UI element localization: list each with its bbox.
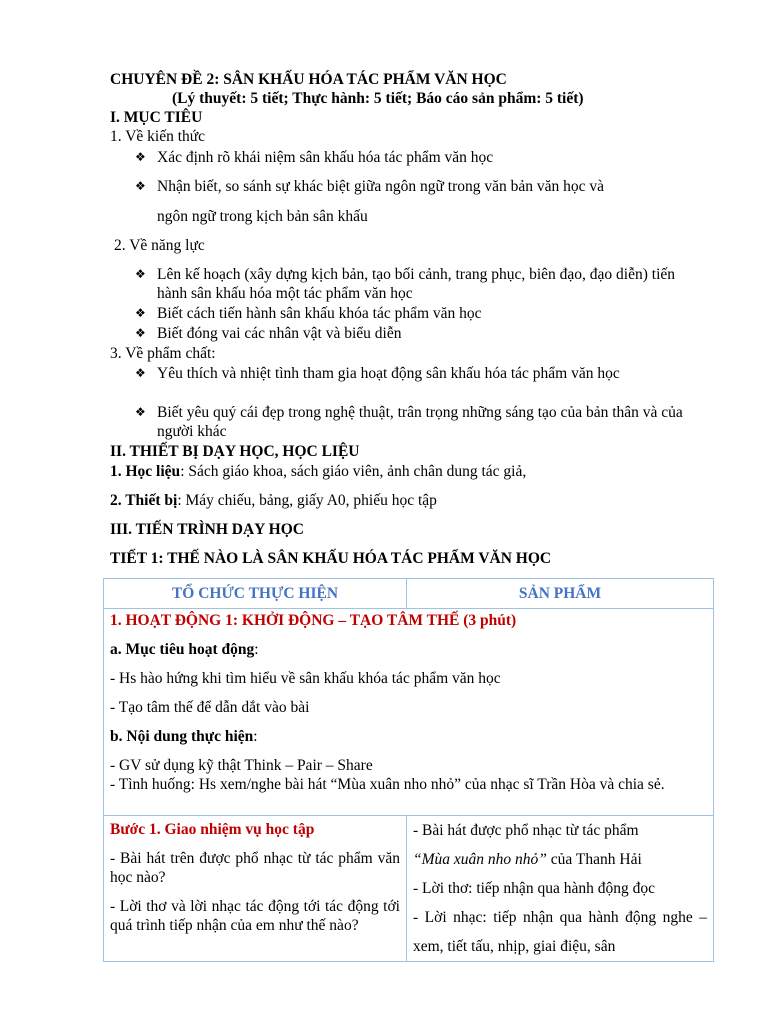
diamond-bullet-icon: ❖ bbox=[135, 405, 146, 419]
materials-line: 1. Học liệu: Sách giáo khoa, sách giáo viên, ảnh chân dung tác giả, bbox=[110, 463, 527, 480]
product-cell bbox=[407, 816, 714, 962]
product-line: - Lời nhạc: tiếp nhận qua hành động nghe – xem, tiết tấu, nhịp, giai điệu, sân bbox=[413, 909, 707, 955]
content-item: - Tình huống: Hs xem/nghe bài hát “Mùa xuân nho nhỏ” của nhạc sĩ Trần Hòa và chia sẻ. bbox=[110, 776, 665, 793]
section-1-heading: I. MỤC TIÊU bbox=[110, 109, 203, 126]
goal-item: - Hs hào hứng khi tìm hiểu về sân khấu khóa tác phẩm văn học bbox=[110, 670, 501, 687]
table-header-row bbox=[104, 579, 714, 609]
bullet-item: ❖ Yêu thích và nhiệt tình tham gia hoạt động sân khấu hóa tác phẩm văn học bbox=[135, 365, 620, 382]
bullet-item: ❖ Lên kế hoạch (xây dựng kịch bản, tạo bối cảnh, trang phục, biên đạo, đạo diễn) tiến hành sân khấu hóa một tác phẩm văn học bbox=[135, 266, 676, 302]
step-item: - Lời thơ và lời nhạc tác động tới tác động tới quá trình tiếp nhận của em như thế nào? bbox=[110, 898, 400, 934]
diamond-bullet-icon: ❖ bbox=[135, 150, 146, 164]
diamond-bullet-icon: ❖ bbox=[135, 179, 146, 193]
bullet-continuation: ngôn ngữ trong kịch bản sân khấu bbox=[157, 208, 368, 225]
goal-heading: a. Mục tiêu hoạt động: bbox=[110, 641, 259, 658]
header-organization: TỔ CHỨC THỰC HIỆN bbox=[104, 579, 407, 609]
step-cell bbox=[104, 816, 407, 962]
lesson-plan-table bbox=[103, 578, 714, 962]
document-subtitle: (Lý thuyết: 5 tiết; Thực hành: 5 tiết; Báo cáo sản phẩm: 5 tiết) bbox=[172, 90, 584, 107]
activity-cell bbox=[104, 609, 714, 816]
bullet-item: ❖ Biết cách tiến hành sân khấu khóa tác phẩm văn học bbox=[135, 305, 482, 322]
table-row bbox=[104, 816, 714, 962]
table-row bbox=[104, 609, 714, 816]
diamond-bullet-icon: ❖ bbox=[135, 326, 146, 340]
product-line: - Bài hát được phổ nhạc từ tác phẩm bbox=[413, 822, 639, 839]
bullet-item: ❖ Biết yêu quý cái đẹp trong nghệ thuật, trân trọng những sáng tạo của bản thân và của người khác bbox=[135, 404, 683, 440]
step-item: - Bài hát trên được phổ nhạc từ tác phẩm văn học nào? bbox=[110, 850, 400, 886]
subsection-qualities: 3. Về phẩm chất: bbox=[110, 345, 216, 362]
header-product: SẢN PHẨM bbox=[407, 579, 714, 609]
goal-item: - Tạo tâm thế để dẫn dắt vào bài bbox=[110, 699, 310, 716]
step-1-title: Bước 1. Giao nhiệm vụ học tập bbox=[110, 821, 315, 838]
bullet-item: ❖ Biết đóng vai các nhân vật và biểu diễn bbox=[135, 325, 402, 342]
diamond-bullet-icon: ❖ bbox=[135, 306, 146, 320]
bullet-item: ❖ Nhận biết, so sánh sự khác biệt giữa ngôn ngữ trong văn bản văn học và bbox=[135, 178, 605, 195]
content-item: - GV sử dụng kỹ thật Think – Pair – Share bbox=[110, 757, 373, 774]
subsection-knowledge: 1. Về kiến thức bbox=[110, 128, 206, 145]
product-line: - Lời thơ: tiếp nhận qua hành động đọc bbox=[413, 880, 655, 897]
section-3-heading: III. TIẾN TRÌNH DẠY HỌC bbox=[110, 521, 304, 538]
diamond-bullet-icon: ❖ bbox=[135, 267, 146, 281]
diamond-bullet-icon: ❖ bbox=[135, 366, 146, 380]
activity-title: 1. HOẠT ĐỘNG 1: KHỞI ĐỘNG – TẠO TÂM THẾ (3 phút) bbox=[110, 612, 517, 629]
bullet-item: ❖ Xác định rõ khái niệm sân khấu hóa tác phẩm văn học bbox=[135, 149, 494, 166]
subsection-competence: 2. Về năng lực bbox=[114, 237, 205, 254]
product-line: “Mùa xuân nho nhỏ” của Thanh Hải bbox=[413, 851, 642, 868]
equipment-line: 2. Thiết bị: Máy chiếu, bảng, giấy A0, phiếu học tập bbox=[110, 492, 437, 509]
content-heading: b. Nội dung thực hiện: bbox=[110, 728, 258, 745]
section-2-heading: II. THIẾT BỊ DẠY HỌC, HỌC LIỆU bbox=[110, 443, 360, 460]
document-title: CHUYÊN ĐỀ 2: SÂN KHẤU HÓA TÁC PHẨM VĂN HỌC bbox=[110, 71, 507, 88]
lesson-title: TIẾT 1: THẾ NÀO LÀ SÂN KHẤU HÓA TÁC PHẨM VĂN HỌC bbox=[110, 550, 552, 567]
